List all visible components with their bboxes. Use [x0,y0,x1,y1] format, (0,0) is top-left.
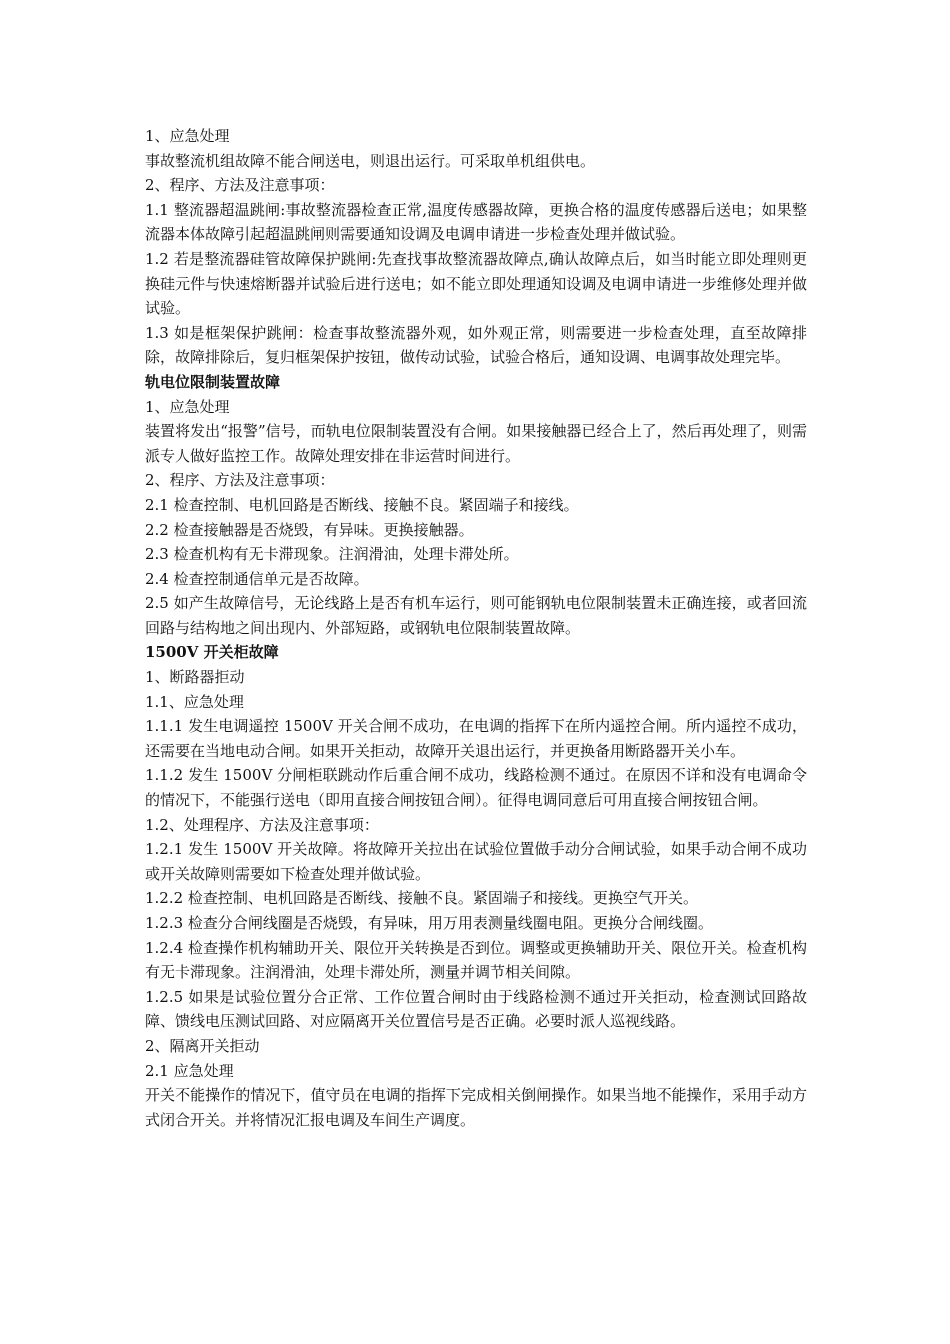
paragraph: 1、断路器拒动 [145,668,245,687]
paragraph: 2.2 检查接触器是否烧毁，有异味。更换接触器。 [145,520,474,539]
paragraph: 2、程序、方法及注意事项： [145,176,335,195]
paragraph: 1、应急处理 [145,397,230,416]
paragraph: 1.2.3 检查分合闸线圈是否烧毁，有异味，用万用表测量线圈电阻。更换分合闸线圈。 [145,914,713,932]
paragraph: 1.2 若是整流器硅管故障保护跳闸:先查找事故整流器故障点,确认故障点后，如当时能立即处理则更换硅元件与快速熔断器并试验后进行送电；如不能立即处理通知设调及电调申请进一步维修处理并做试验。 [145,249,807,318]
paragraph: 1.3 如是框架保护跳闸：检查事故整流器外观，如外观正常，则需要进一步检查处理，直至故障排除，故障排除后，复归框架保护按钮，做传动试验，试验合格后，通知设调、电调事故处理完毕。 [145,323,807,367]
paragraph: 1.2.2 检查控制、电机回路是否断线、接触不良。紧固端子和接线。更换空气开关。 [145,889,698,908]
paragraph: 2.4 检查控制通信单元是否故障。 [145,569,369,588]
paragraph: 装置将发出“报警”信号，而轨电位限制装置没有合闸。如果接触器已经合上了，然后再处理了，则需派专人做好监控工作。故障处理安排在非运营时间进行。 [145,422,807,465]
paragraph: 2.3 检查机构有无卡滞现象。注润滑油，处理卡滞处所。 [145,545,519,564]
paragraph: 1、应急处理 [145,127,230,145]
paragraph: 1.2、处理程序、方法及注意事项： [145,815,379,834]
section-heading: 轨电位限制装置故障 [145,372,281,391]
paragraph: 开关不能操作的情况下，值守员在电调的指挥下完成相关倒闸操作。如果当地不能操作，采用手动方式闭合开关。并将情况汇报电调及车间生产调度。 [145,1086,807,1129]
paragraph: 事故整流机组故障不能合闸送电，则退出运行。可采取单机组供电。 [145,151,596,170]
paragraph: 2.5 如产生故障信号，无论线路上是否有机车运行，则可能钢轨电位限制装置未正确连接，或者回流回路与结构地之间出现内、外部短路，或钢轨电位限制装置故障。 [145,594,807,637]
section-heading: 1500V 开关柜故障 [145,643,279,662]
paragraph: 1.2.1 发生 1500V 开关故障。将故障开关拉出在试验位置做手动分合闸试验，如果手动合闸不成功或开关故障则需要如下检查处理并做试验。 [145,840,807,883]
paragraph: 2、程序、方法及注意事项： [145,471,335,490]
paragraph: 2.1 检查控制、电机回路是否断线、接触不良。紧固端子和接线。 [145,495,579,514]
paragraph: 1.1、应急处理 [145,692,244,711]
paragraph: 1.2.4 检查操作机构辅助开关、限位开关转换是否到位。调整或更换辅助开关、限位开关。检查机构有无卡滞现象。注润滑油，处理卡滞处所，测量并调节相关间隙。 [145,938,807,982]
document-body [145,124,807,1132]
paragraph: 2.1 应急处理 [145,1061,234,1080]
paragraph: 2、隔离开关拒动 [145,1036,260,1055]
paragraph: 1.1 整流器超温跳闸:事故整流器检查正常,温度传感器故障，更换合格的温度传感器后送电；如果整流器本体故障引起超温跳闸则需要通知设调及电调申请进一步检查处理并做试验。 [145,200,807,244]
paragraph: 1.1.1 发生电调遥控 1500V 开关合闸不成功，在电调的指挥下在所内遥控合闸。所内遥控不成功，还需要在当地电动合闸。如果开关拒动，故障开关退出运行，并更换备用断路器开关小车。 [145,717,807,760]
paragraph: 1.1.2 发生 1500V 分闸柜联跳动作后重合闸不成功，线路检测不通过。在原因不详和没有电调命令的情况下，不能强行送电（即用直接合闸按钮合闸）。征得电调同意后可用直接合闸按钮合闸。 [145,766,807,810]
paragraph: 1.2.5 如果是试验位置分合正常、工作位置合闸时由于线路检测不通过开关拒动，检查测试回路故障、馈线电压测试回路、对应隔离开关位置信号是否正确。必要时派人巡视线路。 [145,987,807,1031]
